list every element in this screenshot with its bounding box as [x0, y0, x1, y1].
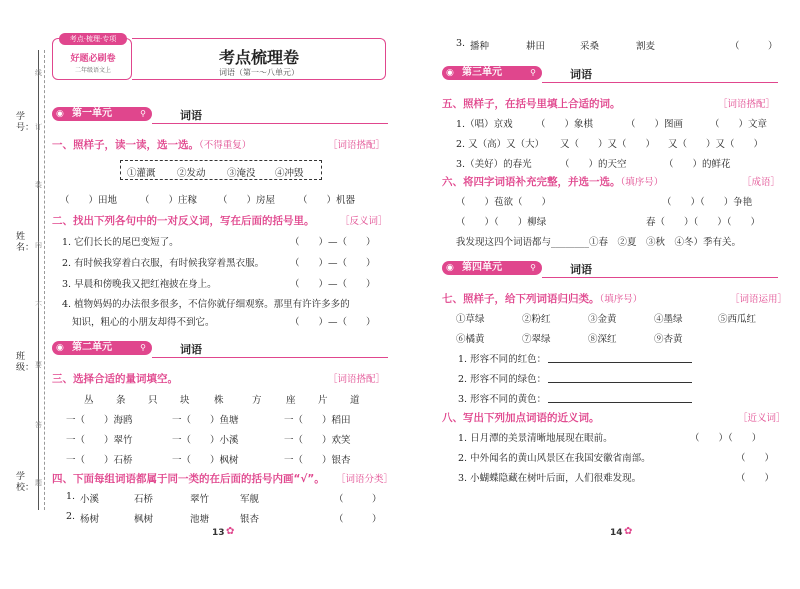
- unit-1-name: 词语: [180, 109, 202, 122]
- badge-main-label: 好题必刷卷: [70, 54, 116, 64]
- q7-option: ④墨绿: [654, 314, 683, 325]
- q3-word: 条: [116, 395, 126, 406]
- unit-4-bar: [442, 261, 778, 277]
- header-badge: [52, 35, 132, 80]
- q2-heading: 二、找出下列各句中的一对反义词，写在后面的括号里。: [52, 215, 315, 227]
- margin-dashed-line: [44, 50, 45, 510]
- q3-word: 片: [318, 395, 328, 406]
- q7-line-label: 2. 形容不同的绿色：: [458, 374, 547, 385]
- q7-option: ⑧深红: [588, 334, 617, 345]
- q4-heading: 四、下面每组词语都属于同一类的在后面的括号内画“√”。: [52, 473, 325, 485]
- q2-tag: ［反义词］: [340, 216, 388, 227]
- q4-row-num: 1.: [66, 491, 76, 502]
- q2-item: 知识，粗心的小朋友却得不到它。: [72, 317, 215, 328]
- badge-top-label: 考点·梳理·专项: [59, 33, 127, 45]
- q2-item: 1. 它们长长的尾巴变短了。: [62, 237, 179, 248]
- margin-word: 订: [35, 123, 42, 131]
- q7-option: ⑤西瓜红: [718, 314, 757, 325]
- q7-option: ①草绿: [456, 314, 485, 325]
- q4-word: 银杏: [240, 514, 260, 525]
- unit-3-name: 词语: [570, 68, 592, 81]
- q3-word: 块: [180, 395, 190, 406]
- q7-answer-line[interactable]: [548, 382, 692, 383]
- unit-2-line: [152, 357, 388, 358]
- class-label: 班级：: [16, 352, 35, 373]
- q3-blank[interactable]: 一（ ）银杏: [284, 455, 351, 466]
- q7-option: ③金黄: [588, 314, 617, 325]
- q8-answer[interactable]: （ ）: [736, 453, 775, 464]
- unit-4-name: 词语: [570, 263, 592, 276]
- q8-answer[interactable]: （ ）: [736, 473, 775, 484]
- q3-word: 道: [350, 395, 360, 406]
- q5-heading: 五、照样子，在括号里填上合适的词。: [442, 98, 621, 110]
- q1-option-box: [120, 160, 322, 180]
- q1-option: ①灌溉: [127, 168, 156, 179]
- q2-answer[interactable]: （ ）—（ ）: [290, 279, 376, 290]
- q2-answer[interactable]: （ ）—（ ）: [290, 258, 376, 269]
- q3-word: 株: [214, 395, 224, 406]
- q4-checkbox[interactable]: （ ）: [334, 514, 382, 525]
- q3-blank[interactable]: 一（ ）翠竹: [66, 435, 133, 446]
- palm-tree-icon: ✿: [624, 526, 633, 537]
- q4-word: 小溪: [80, 494, 100, 505]
- q4-word: 播种: [470, 41, 490, 52]
- q4-row-num: 2.: [66, 511, 76, 522]
- magnifier-icon: ⚲: [140, 109, 146, 118]
- q5-blank[interactable]: （ ）象棋: [536, 119, 594, 130]
- q3-word: 只: [148, 395, 158, 406]
- unit-2-bar: [52, 341, 388, 357]
- q6-sentence: 我发现这四个词语都与________①春 ②夏 ③秋 ④冬）季有关。: [456, 237, 742, 248]
- q5-blank: 2. 又（高）又（大）: [456, 139, 545, 150]
- q6-heading: 六、将四字词语补充完整，并选一选。（填序号）: [442, 176, 664, 188]
- q4-word: 杨树: [80, 514, 100, 525]
- binding-margin: [0, 0, 48, 589]
- q8-heading: 八、写出下列加点词语的近义词。: [442, 412, 600, 424]
- page-subtitle: 词语（第一～八单元）: [219, 68, 299, 77]
- q2-answer[interactable]: （ ）—（ ）: [290, 237, 376, 248]
- q7-heading: 七、照样子，给下列词语归归类。（填序号）: [442, 293, 643, 305]
- title-box: [132, 38, 386, 80]
- q7-tag: ［词语运用］: [730, 294, 788, 305]
- q4-word: 翠竹: [190, 494, 210, 505]
- q3-blank[interactable]: 一（ ）稻田: [284, 415, 351, 426]
- q3-blank[interactable]: 一（ ）欢笑: [284, 435, 351, 446]
- margin-word: 内: [35, 241, 42, 249]
- q6-idiom[interactable]: 春（ ）（ ）（ ）: [646, 217, 761, 228]
- magnifier-icon: ⚲: [530, 263, 536, 272]
- margin-word: 答: [35, 421, 42, 429]
- magnifier-icon: ⚲: [140, 343, 146, 352]
- right-page-number: 14: [610, 528, 623, 538]
- wifi-icon: ◉: [56, 109, 64, 119]
- magnifier-icon: ⚲: [530, 68, 536, 77]
- q5-blank[interactable]: 又（ ）又（ ）: [668, 139, 764, 150]
- q4-word: 军舰: [240, 494, 260, 505]
- q6-tag: ［成语］: [742, 177, 781, 188]
- q1-option: ②发动: [177, 168, 206, 179]
- q4-checkbox[interactable]: （ ）: [730, 41, 778, 52]
- wifi-icon: ◉: [446, 263, 454, 273]
- school-label: 学校：: [16, 472, 35, 493]
- q3-blank[interactable]: 一（ ）鱼塘: [172, 415, 239, 426]
- q1-blank[interactable]: （ ）庄稼: [140, 195, 198, 206]
- q4-word: 采桑: [580, 41, 600, 52]
- q8-answer[interactable]: （ ）（ ）: [690, 433, 762, 444]
- margin-solid-line: [38, 50, 39, 510]
- unit-2-pill: ◉ 第二单元 ⚲: [52, 341, 152, 355]
- q7-answer-line[interactable]: [548, 402, 692, 403]
- q7-option: ②粉红: [522, 314, 551, 325]
- q5-blank: 1.（唱）京戏: [456, 119, 513, 130]
- q2-item: 4. 植物妈妈的办法很多很多，不信你就仔细观察。那里有许许多多的: [62, 299, 350, 310]
- q3-blank[interactable]: 一（ ）海鸥: [66, 415, 133, 426]
- unit-1-line: [152, 123, 388, 124]
- q4-row-num: 3.: [456, 38, 466, 49]
- unit-3-line: [542, 82, 778, 83]
- q1-blank[interactable]: （ ）房屋: [218, 195, 276, 206]
- margin-word: 装: [35, 181, 42, 189]
- q3-word: 座: [286, 395, 296, 406]
- wifi-icon: ◉: [56, 343, 64, 353]
- q3-heading: 三、选择合适的量词填空。: [52, 373, 178, 385]
- q5-blank[interactable]: （ ）图画: [626, 119, 684, 130]
- student-id-label: 学号：: [16, 112, 35, 133]
- q3-blank[interactable]: 一（ ）石桥: [66, 455, 133, 466]
- q6-idiom[interactable]: （ ）（ ）柳绿: [456, 217, 547, 228]
- q8-item: 1. 日月潭的美景清晰地展现在眼前。: [458, 433, 613, 444]
- q1-heading: 一、照样子，读一读，选一选。（不得重复）: [52, 139, 252, 151]
- q4-word: 耕田: [526, 41, 546, 52]
- unit-1-bar: [52, 107, 388, 123]
- right-page: [400, 0, 800, 589]
- q5-blank: 3.（美好）的春光: [456, 159, 532, 170]
- q3-blank[interactable]: 一（ ）枫树: [172, 455, 239, 466]
- page-title: 考点梳理卷: [218, 48, 299, 67]
- name-label: 姓名：: [16, 232, 35, 253]
- q4-word: 石桥: [134, 494, 154, 505]
- margin-word: 题: [35, 479, 42, 487]
- q4-word: 池塘: [190, 514, 210, 525]
- margin-word: 要: [35, 361, 42, 369]
- q2-answer[interactable]: （ ）—（ ）: [290, 317, 376, 328]
- q3-word: 方: [252, 395, 262, 406]
- q5-blank[interactable]: 又（ ）又（ ）: [560, 139, 656, 150]
- margin-word: 线: [35, 69, 42, 77]
- unit-1-pill: ◉ 第一单元 ⚲: [52, 107, 152, 121]
- q3-blank[interactable]: 一（ ）小溪: [172, 435, 239, 446]
- unit-2-name: 词语: [180, 343, 202, 356]
- q4-tag: ［词语分类］: [336, 474, 394, 485]
- q7-option: ⑥橘黄: [456, 334, 485, 345]
- q8-item: 3. 小蝴蝶隐藏在树叶后面，人们很难发现。: [458, 473, 642, 484]
- q4-checkbox[interactable]: （ ）: [334, 494, 382, 505]
- q2-item: 2. 有时候我穿着白衣服，有时候我穿着黑衣服。: [62, 258, 265, 269]
- left-page-number: 13: [212, 528, 225, 538]
- q1-option: ④冲毁: [275, 168, 304, 179]
- q8-item: 2. 中外闻名的黄山风景区在我国安徽省南部。: [458, 453, 651, 464]
- q1-blank[interactable]: （ ）机器: [298, 195, 356, 206]
- q4-word: 割麦: [636, 41, 656, 52]
- badge-sub-label: 二年级语文上: [74, 67, 111, 74]
- q4-word: 枫树: [134, 514, 154, 525]
- q1-tag: ［词语搭配］: [328, 140, 386, 151]
- q6-idiom[interactable]: （ ）苞欲（ ）: [456, 197, 552, 208]
- unit-4-line: [542, 277, 778, 278]
- margin-word: 不: [35, 301, 42, 309]
- q1-option: ③淹没: [227, 168, 256, 179]
- q5-tag: ［词语搭配］: [718, 99, 776, 110]
- unit-3-pill: ◉ 第三单元 ⚲: [442, 66, 542, 80]
- q7-line-label: 3. 形容不同的黄色：: [458, 394, 547, 405]
- wifi-icon: ◉: [446, 68, 454, 78]
- q3-word: 丛: [84, 395, 94, 406]
- q1-blank[interactable]: （ ）田地: [60, 195, 118, 206]
- q3-tag: ［词语搭配］: [328, 374, 386, 385]
- q7-answer-line[interactable]: [548, 362, 692, 363]
- unit-4-pill: ◉ 第四单元 ⚲: [442, 261, 542, 275]
- unit-3-bar: [442, 66, 778, 82]
- q2-item: 3. 早晨和傍晚我又把红袍披在身上。: [62, 279, 217, 290]
- palm-tree-icon: ✿: [226, 526, 235, 537]
- q7-option: ⑨杏黄: [654, 334, 683, 345]
- q7-line-label: 1. 形容不同的红色：: [458, 354, 547, 365]
- q7-option: ⑦翠绿: [522, 334, 551, 345]
- q8-tag: ［近义词］: [738, 413, 786, 424]
- q5-blank[interactable]: （ ）文章: [710, 119, 768, 130]
- q6-idiom[interactable]: （ ）（ ）争艳: [662, 197, 753, 208]
- q5-blank[interactable]: （ ）的鲜花: [664, 159, 731, 170]
- q5-blank[interactable]: （ ）的天空: [560, 159, 627, 170]
